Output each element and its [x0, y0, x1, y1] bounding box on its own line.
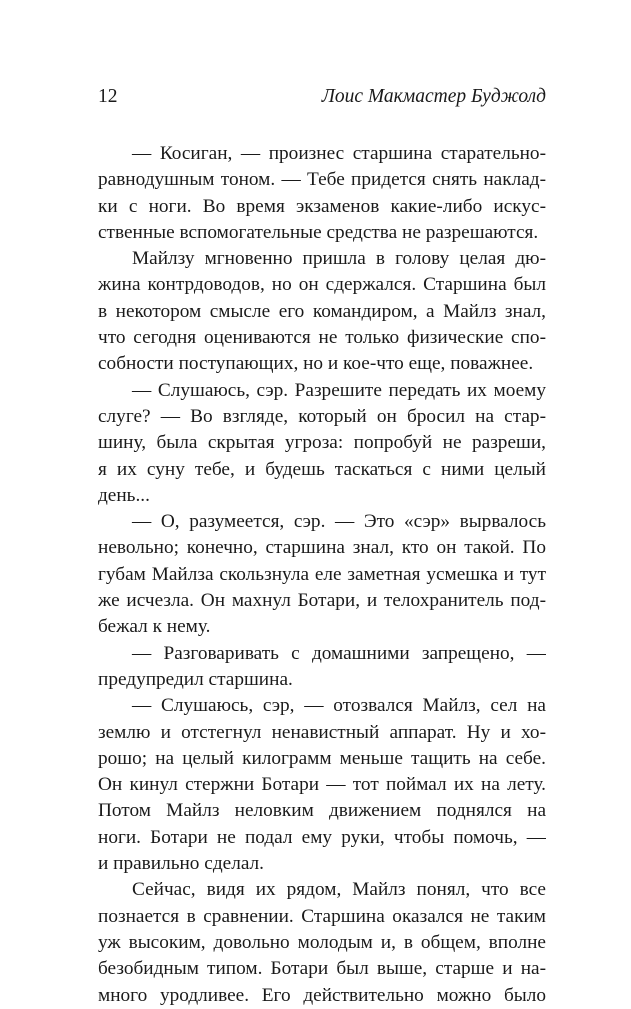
text-line: — Косиган, — произнес старшина старательно-	[132, 143, 546, 164]
text-line: день...	[98, 484, 150, 506]
text-line: в некотором смысле его командиром, а Майлз знал,	[98, 300, 546, 322]
page-number: 12	[98, 86, 118, 107]
text-line: невольно; конечно, старшина знал, кто он такой. По	[98, 537, 546, 559]
text-line: ноги. Ботари не подал ему руки, чтобы помочь, —	[98, 826, 546, 848]
text-line: бежал к нему.	[98, 616, 211, 638]
text-line: Сейчас, видя их рядом, Майлз понял, что все	[132, 879, 546, 901]
text-line: предупредил старшина.	[98, 668, 293, 690]
text-line: ственные вспомогательные средства не разрешаются.	[98, 221, 539, 243]
text-line: землю и отстегнул ненавистный аппарат. Ну и хо-	[98, 721, 546, 743]
text-line: много уродливее. Его действительно можно было	[98, 984, 546, 1006]
text-line: шину, была скрытая угроза: попробуй не разреши,	[98, 432, 546, 454]
text-line: — Разговаривать с домашними запрещено, —	[132, 642, 546, 664]
text-line: слуге? — Во взгляде, который он бросил на стар-	[98, 405, 546, 427]
text-line: и правильно сделал.	[98, 853, 264, 875]
book-author: Лоис Макмастер Буджолд	[321, 86, 546, 107]
running-header	[98, 84, 546, 110]
text-line: безобидным типом. Ботари был выше, старше и на-	[98, 958, 546, 980]
text-line: губам Майлза скользнула еле заметная усмешка и тут	[98, 563, 546, 585]
book-page	[98, 0, 546, 1006]
text-line: что сегодня оцениваются не только физические спо-	[98, 327, 546, 349]
text-line: Майлзу мгновенно пришла в голову целая дю-	[132, 248, 546, 270]
text-line: равнодушным тоном. — Тебе придется снять наклад-	[98, 169, 546, 191]
text-line: рошо; на целый килограмм меньше тащить на себе.	[98, 747, 546, 769]
text-line: собности поступающих, но и кое-что еще, поважнее.	[98, 353, 534, 375]
text-line: я их суну тебе, и будешь таскаться с ними целый	[98, 458, 546, 480]
text-line: — О, разумеется, сэр. — Это «сэр» вырвалось	[132, 511, 546, 533]
text-line: жина контрдоводов, но он сдержался. Старшина был	[98, 274, 546, 296]
text-line: — Слушаюсь, сэр, — отозвался Майлз, сел на	[132, 695, 546, 717]
text-line: — Слушаюсь, сэр. Разрешите передать их моему	[132, 379, 546, 401]
body-text	[98, 141, 546, 1009]
text-line: Он кинул стержни Ботари — тот поймал их на лету.	[98, 774, 546, 796]
text-line: Потом Майлз неловким движением поднялся на	[98, 800, 546, 822]
text-line: же исчезла. Он махнул Ботари, и телохранитель под-	[98, 590, 546, 612]
text-line: уж высоким, довольно молодым и, в общем, вполне	[98, 931, 546, 953]
text-line: познается в сравнении. Старшина оказался не таким	[98, 905, 546, 927]
text-line: ки с ноги. Во время экзаменов какие-либо искус-	[98, 195, 546, 217]
